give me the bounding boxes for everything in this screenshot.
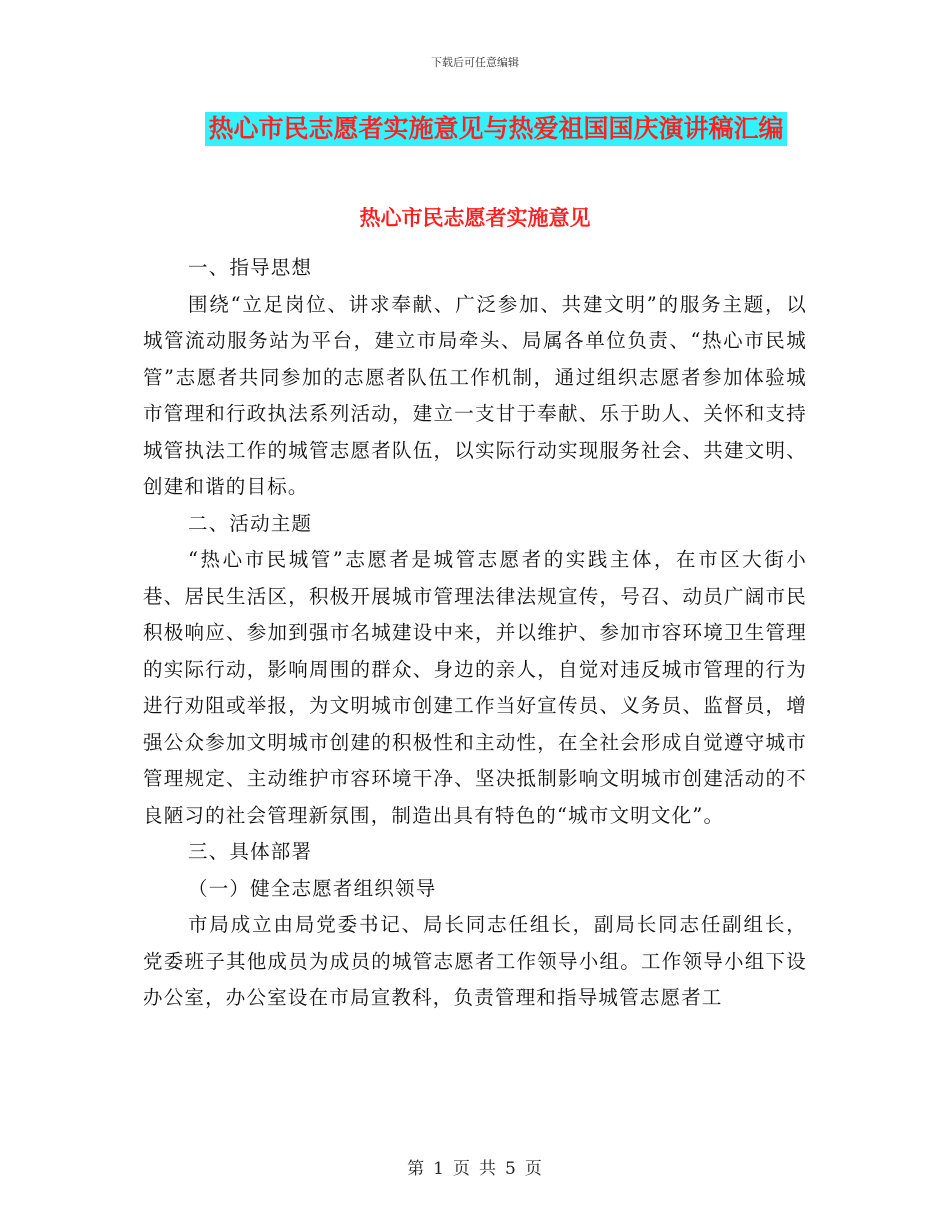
heading-guiding-thought: 一、指导思想 <box>188 256 313 279</box>
paragraph-guiding-thought: 围绕“立足岗位、讲求奉献、广泛参加、共建文明”的服务主题，以城管流动服务站为平台，建立市局牵头、局属各单位负责、“热心市民城管”志愿者共同参加的志愿者队伍工作机制，通过组织志愿者参加体验城市管理和行政执法系列活动，建立一支甘于奉献、乐于助人、关怀和支持城管执法工作的城管志愿者队伍，以实际行动实现服务社会、共建文明、创建和谐的目标。 <box>143 292 807 498</box>
footer-label-di: 第 <box>407 1159 426 1179</box>
heading-activity-theme: 二、活动主题 <box>188 511 313 535</box>
footer-label-ye2: 页 <box>524 1159 543 1179</box>
main-title-container <box>0 112 950 146</box>
paragraph-organization-leadership: 市局成立由局党委书记、局长同志任组长，副局长同志任副组长，党委班子其他成员为成员的城管志愿者工作领导小组。工作领导小组下设办公室，办公室设在市局宣教科，负责管理和指导城管志愿者工 <box>143 913 807 1009</box>
paragraph-activity-theme: “热心市民城管”志愿者是城管志愿者的实践主体，在市区大街小巷、居民生活区，积极开展城市管理法律法规宣传，号召、动员广阔市民积极响应、参加到强市名城建设中来，并以维护、参加市容环境卫生管理的实际行动，影响周围的群众、身边的亲人，自觉对违反城市管理的行为进行劝阻或举报，为文明城市创建工作当好宣传员、义务员、监督员，增强公众参加文明城市创建的积极性和主动性，在全社会形成自觉遵守城市管理规定、主动维护市容环境干净、坚决抵制影响文明城市创建活动的不良陋习的社会管理新氛围，制造出具有特色的“城市文明文化”。 <box>143 548 807 827</box>
footer-page-number: 1 <box>433 1159 445 1179</box>
main-title: 热心市民志愿者实施意见与热爱祖国国庆演讲稿汇编 <box>205 112 786 146</box>
header-note: 下载后可任意编辑 <box>431 56 519 69</box>
page-footer <box>0 1154 950 1179</box>
footer-total-pages: 5 <box>505 1159 517 1179</box>
footer-label-gong: 共 <box>479 1159 497 1179</box>
footer-label-ye: 页 <box>453 1159 471 1179</box>
body-text <box>143 250 807 1017</box>
section-title: 热心市民志愿者实施意见 <box>359 206 591 230</box>
subheading-organization-leadership: （一）健全志愿者组织领导 <box>188 876 437 900</box>
heading-specific-deployment: 三、具体部署 <box>188 840 313 863</box>
